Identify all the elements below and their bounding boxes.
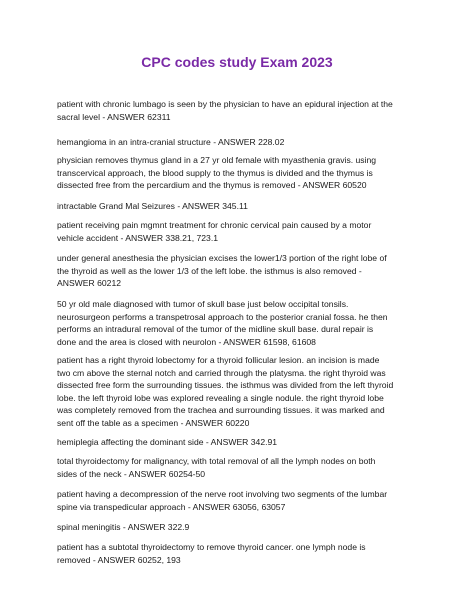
qa-item: patient has a subtotal thyroidectomy to remove thyroid cancer. one lymph node is removed - ANSWER 60252, 193 xyxy=(57,542,366,565)
qa-item: hemangioma in an intra-cranial structure - ANSWER 228.02 xyxy=(57,137,285,147)
document-title: CPC codes study Exam 2023 xyxy=(141,54,333,70)
qa-item: intractable Grand Mal Seizures - ANSWER 345.11 xyxy=(57,201,248,211)
qa-item: total thyroidectomy for malignancy, with total removal of all the lymph nodes on both sides of the neck - ANSWER 60254-50 xyxy=(57,456,376,479)
qa-item: spinal meningitis - ANSWER 322.9 xyxy=(57,522,190,532)
qa-item: patient has a right thyroid lobectomy for a thyroid follicular lesion. an incision is made two cm above the sternal notch and carried through the platysma. the right thyroid was dissected free form the surrounding tissues. the isthmus was divided from the left thyroid lobe. the left thyroid lobe was explored revealing a single nodule. the right thyroid lobe was completely removed from the trachea and surrounding tissues. it was marked and sent off the table as a specimen - ANSWER 60220 xyxy=(57,355,394,428)
qa-item: hemiplegia affecting the dominant side - ANSWER 342.91 xyxy=(57,437,278,447)
qa-item: patient having a decompression of the nerve root involving two segments of the lumbar spine via transpedicular approach - ANSWER 63056, 63057 xyxy=(57,489,388,512)
qa-item: under general anesthesia the physician excises the lower1/3 portion of the right lobe of the thyroid as well as the lower 1/3 of the left lobe. the isthmus is also removed - ANSWER 60212 xyxy=(57,253,387,289)
qa-item: 50 yr old male diagnosed with tumor of skull base just below occipital tonsils. neurosurgeon performs a transpetrosal approach to the posterior cranial fossa. he then performs an intradural removal of the tumor of the midline skull base. dural repair is done and the area is closed with neurolon - ANSWER 61598, 61608 xyxy=(57,299,388,347)
qa-item: patient receiving pain mgmnt treatment for chronic cervical pain caused by a motor vehicle accident - ANSWER 338.21, 723.1 xyxy=(57,220,372,243)
qa-item: physician removes thymus gland in a 27 yr old female with myasthenia gravis. using transcervical approach, the blood supply to the thymus is divided and the thymus is dissected free from the percardium and the thymus is removed - ANSWER 60520 xyxy=(57,155,377,191)
qa-item: patient with chronic lumbago is seen by the physician to have an epidural injection at the sacral level - ANSWER 62311 xyxy=(57,99,393,122)
